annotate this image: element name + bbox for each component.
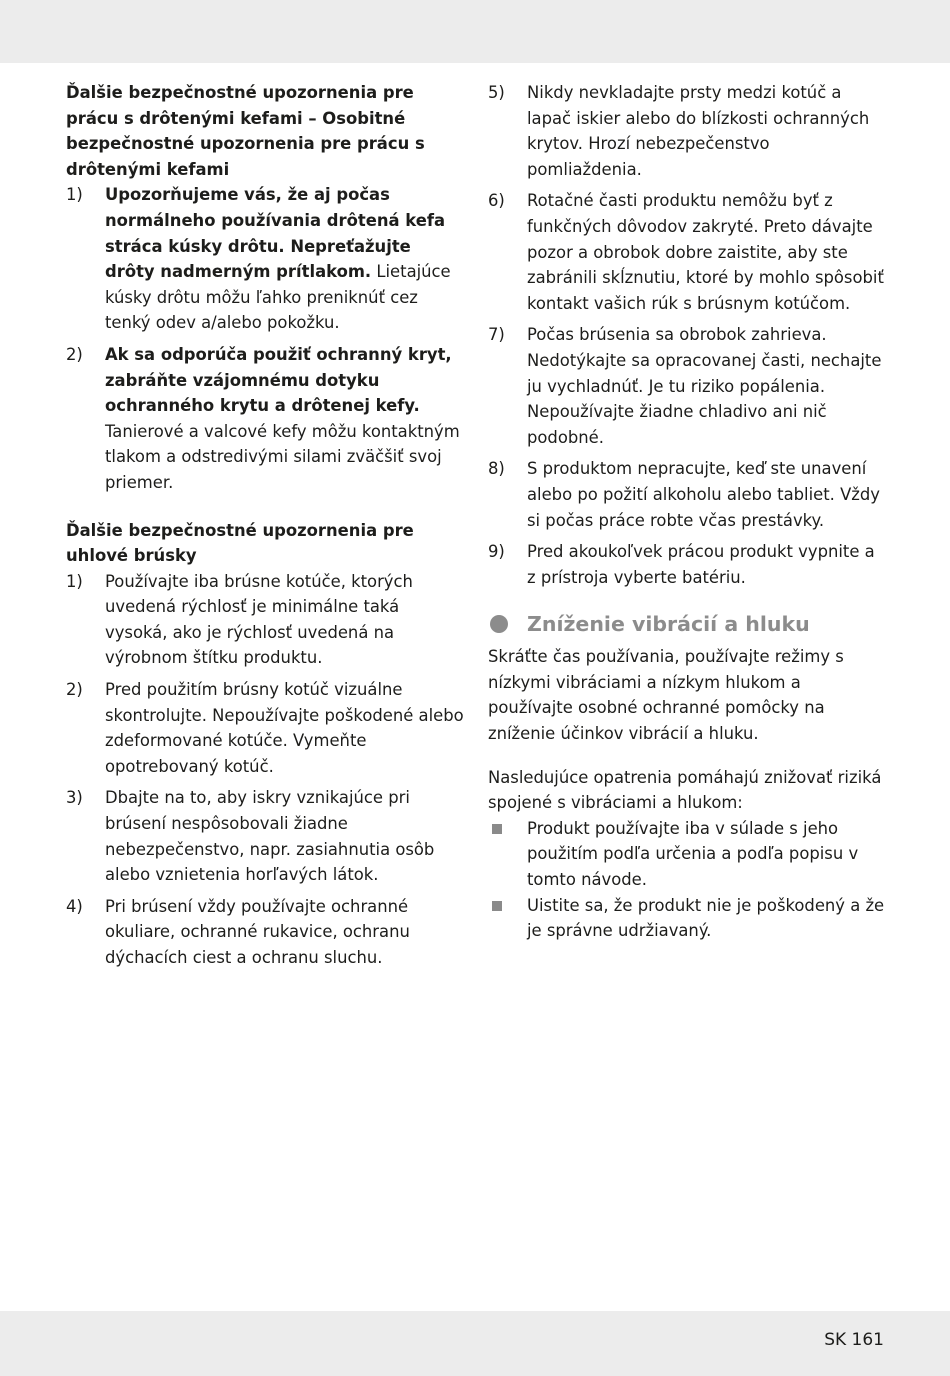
page-number: SK 161 bbox=[824, 1330, 884, 1350]
item-number: 2) bbox=[66, 680, 83, 700]
paragraph: Nasledujúce opatrenia pomáhajú znižovať riziká spojené s vibráciami a hlukom: bbox=[488, 767, 882, 813]
item-number: 6) bbox=[488, 191, 505, 211]
item-number: 3) bbox=[66, 788, 83, 808]
square-bullet-icon bbox=[492, 901, 502, 911]
bullet-item bbox=[488, 893, 888, 944]
item-text: Počas brúsenia sa obrobok zahrieva. Nedotýkajte sa opracovanej časti, nechajte ju vychladnúť. Je tu riziko popálenia. Nepoužívajte žiadne chladivo ani nič podobné. bbox=[527, 325, 882, 447]
bullet-item bbox=[488, 816, 888, 893]
list-item bbox=[66, 569, 466, 671]
item-number: 2) bbox=[66, 344, 83, 364]
item-number: 1) bbox=[66, 185, 83, 205]
item-number: 9) bbox=[488, 542, 505, 562]
item-text: Používajte iba brúsne kotúče, ktorých uvedená rýchlosť je minimálne taká vysoká, ako je rýchlosť uvedená na výrobnom štítku produktu. bbox=[105, 571, 413, 668]
item-text: Rotačné časti produktu nemôžu byť z funkčných dôvodov zakryté. Preto dávajte pozor a obrobok dobre zaistite, aby ste zabránili skĺznutiu, ktoré by mohlo spôsobiť kontakt vašich rúk s brúsnym kotúčom. bbox=[527, 191, 884, 313]
item-text: Pred akoukoľvek prácou produkt vypnite a z prístroja vyberte batériu. bbox=[527, 542, 875, 587]
angle-grinder-heading: Ďalšie bezpečnostné upozornenia pre uhlové brúsky bbox=[66, 520, 414, 566]
bullet-text: Uistite sa, že produkt nie je poškodený a že je správne udržiavaný. bbox=[527, 895, 885, 941]
list-item bbox=[66, 677, 466, 779]
paragraph: Skráťte čas používania, používajte režimy s nízkymi vibráciami a nízkym hlukom a používajte osobné ochranné pomôcky na zníženie účinkov vibrácií a hluku. bbox=[488, 647, 844, 744]
list-item bbox=[488, 456, 888, 533]
left-column bbox=[66, 80, 466, 977]
list-item bbox=[66, 182, 466, 336]
spacer bbox=[488, 747, 888, 765]
item-number: 5) bbox=[488, 83, 505, 102]
wire-brush-heading: Ďalšie bezpečnostné upozornenia pre prácu s drôtenými kefami – Osobitné bezpečnostné upozornenia pre prácu s drôtenými kefami bbox=[66, 83, 425, 179]
item-number: 4) bbox=[66, 896, 83, 916]
right-column bbox=[488, 80, 888, 944]
list-item bbox=[488, 539, 888, 590]
list-item bbox=[488, 80, 888, 182]
item-bold-text: Upozorňujeme vás, že aj počas normálneho používania drôtená kefa stráca kúsky drôtu. Nepreťažujte drôty nadmerným prítlakom. bbox=[105, 185, 446, 282]
item-text: Dbajte na to, aby iskry vznikajúce pri brúsení nespôsobovali žiadne nebezpečenstvo, napr. zasiahnutia osôb alebo vznietenia horľavých látok. bbox=[105, 788, 435, 885]
item-text: S produktom nepracujte, keď ste unavení alebo po požití alkoholu alebo tabliet. Vždy si počas práce robte včas prestávky. bbox=[527, 459, 881, 530]
item-number: 1) bbox=[66, 571, 83, 591]
square-bullet-icon bbox=[492, 824, 502, 834]
item-text: Pri brúsení vždy používajte ochranné okuliare, ochranné rukavice, ochranu dýchacích ciest a ochranu sluchu. bbox=[105, 896, 410, 967]
list-item bbox=[488, 188, 888, 316]
list-item bbox=[66, 785, 466, 887]
bullet-dot-icon bbox=[490, 615, 508, 633]
list-item bbox=[66, 894, 466, 971]
header-band bbox=[0, 0, 950, 63]
item-number: 8) bbox=[488, 459, 505, 479]
bullet-text: Produkt používajte iba v súlade s jeho použitím podľa určenia a podľa popisu v tomto návode. bbox=[527, 818, 859, 890]
item-text: Tanierové a valcové kefy môžu kontaktným tlakom a odstredivými silami zväčšiť svoj priemer. bbox=[105, 421, 460, 492]
section-heading bbox=[488, 610, 888, 638]
item-number: 7) bbox=[488, 325, 505, 345]
item-text: Pred použitím brúsny kotúč vizuálne skontrolujte. Nepoužívajte poškodené alebo zdeformované kotúče. Vymeňte opotrebovaný kotúč. bbox=[105, 680, 464, 776]
item-text: Nikdy nevkladajte prsty medzi kotúč a lapač iskier alebo do blízkosti ochranných krytov. Hrozí nebezpečenstvo pomliaždenia. bbox=[527, 83, 870, 179]
item-text: Lietajúce kúsky drôtu môžu ľahko preniknúť cez tenký odev a/alebo pokožku. bbox=[105, 262, 451, 333]
section-title: Zníženie vibrácií a hluku bbox=[527, 612, 810, 637]
footer-band bbox=[0, 1311, 950, 1376]
list-item bbox=[66, 342, 466, 496]
item-bold-text: Ak sa odporúča použiť ochranný kryt, zabráňte vzájomnému dotyku ochranného krytu a drôtenej kefy. bbox=[105, 344, 452, 416]
list-item bbox=[488, 322, 888, 450]
